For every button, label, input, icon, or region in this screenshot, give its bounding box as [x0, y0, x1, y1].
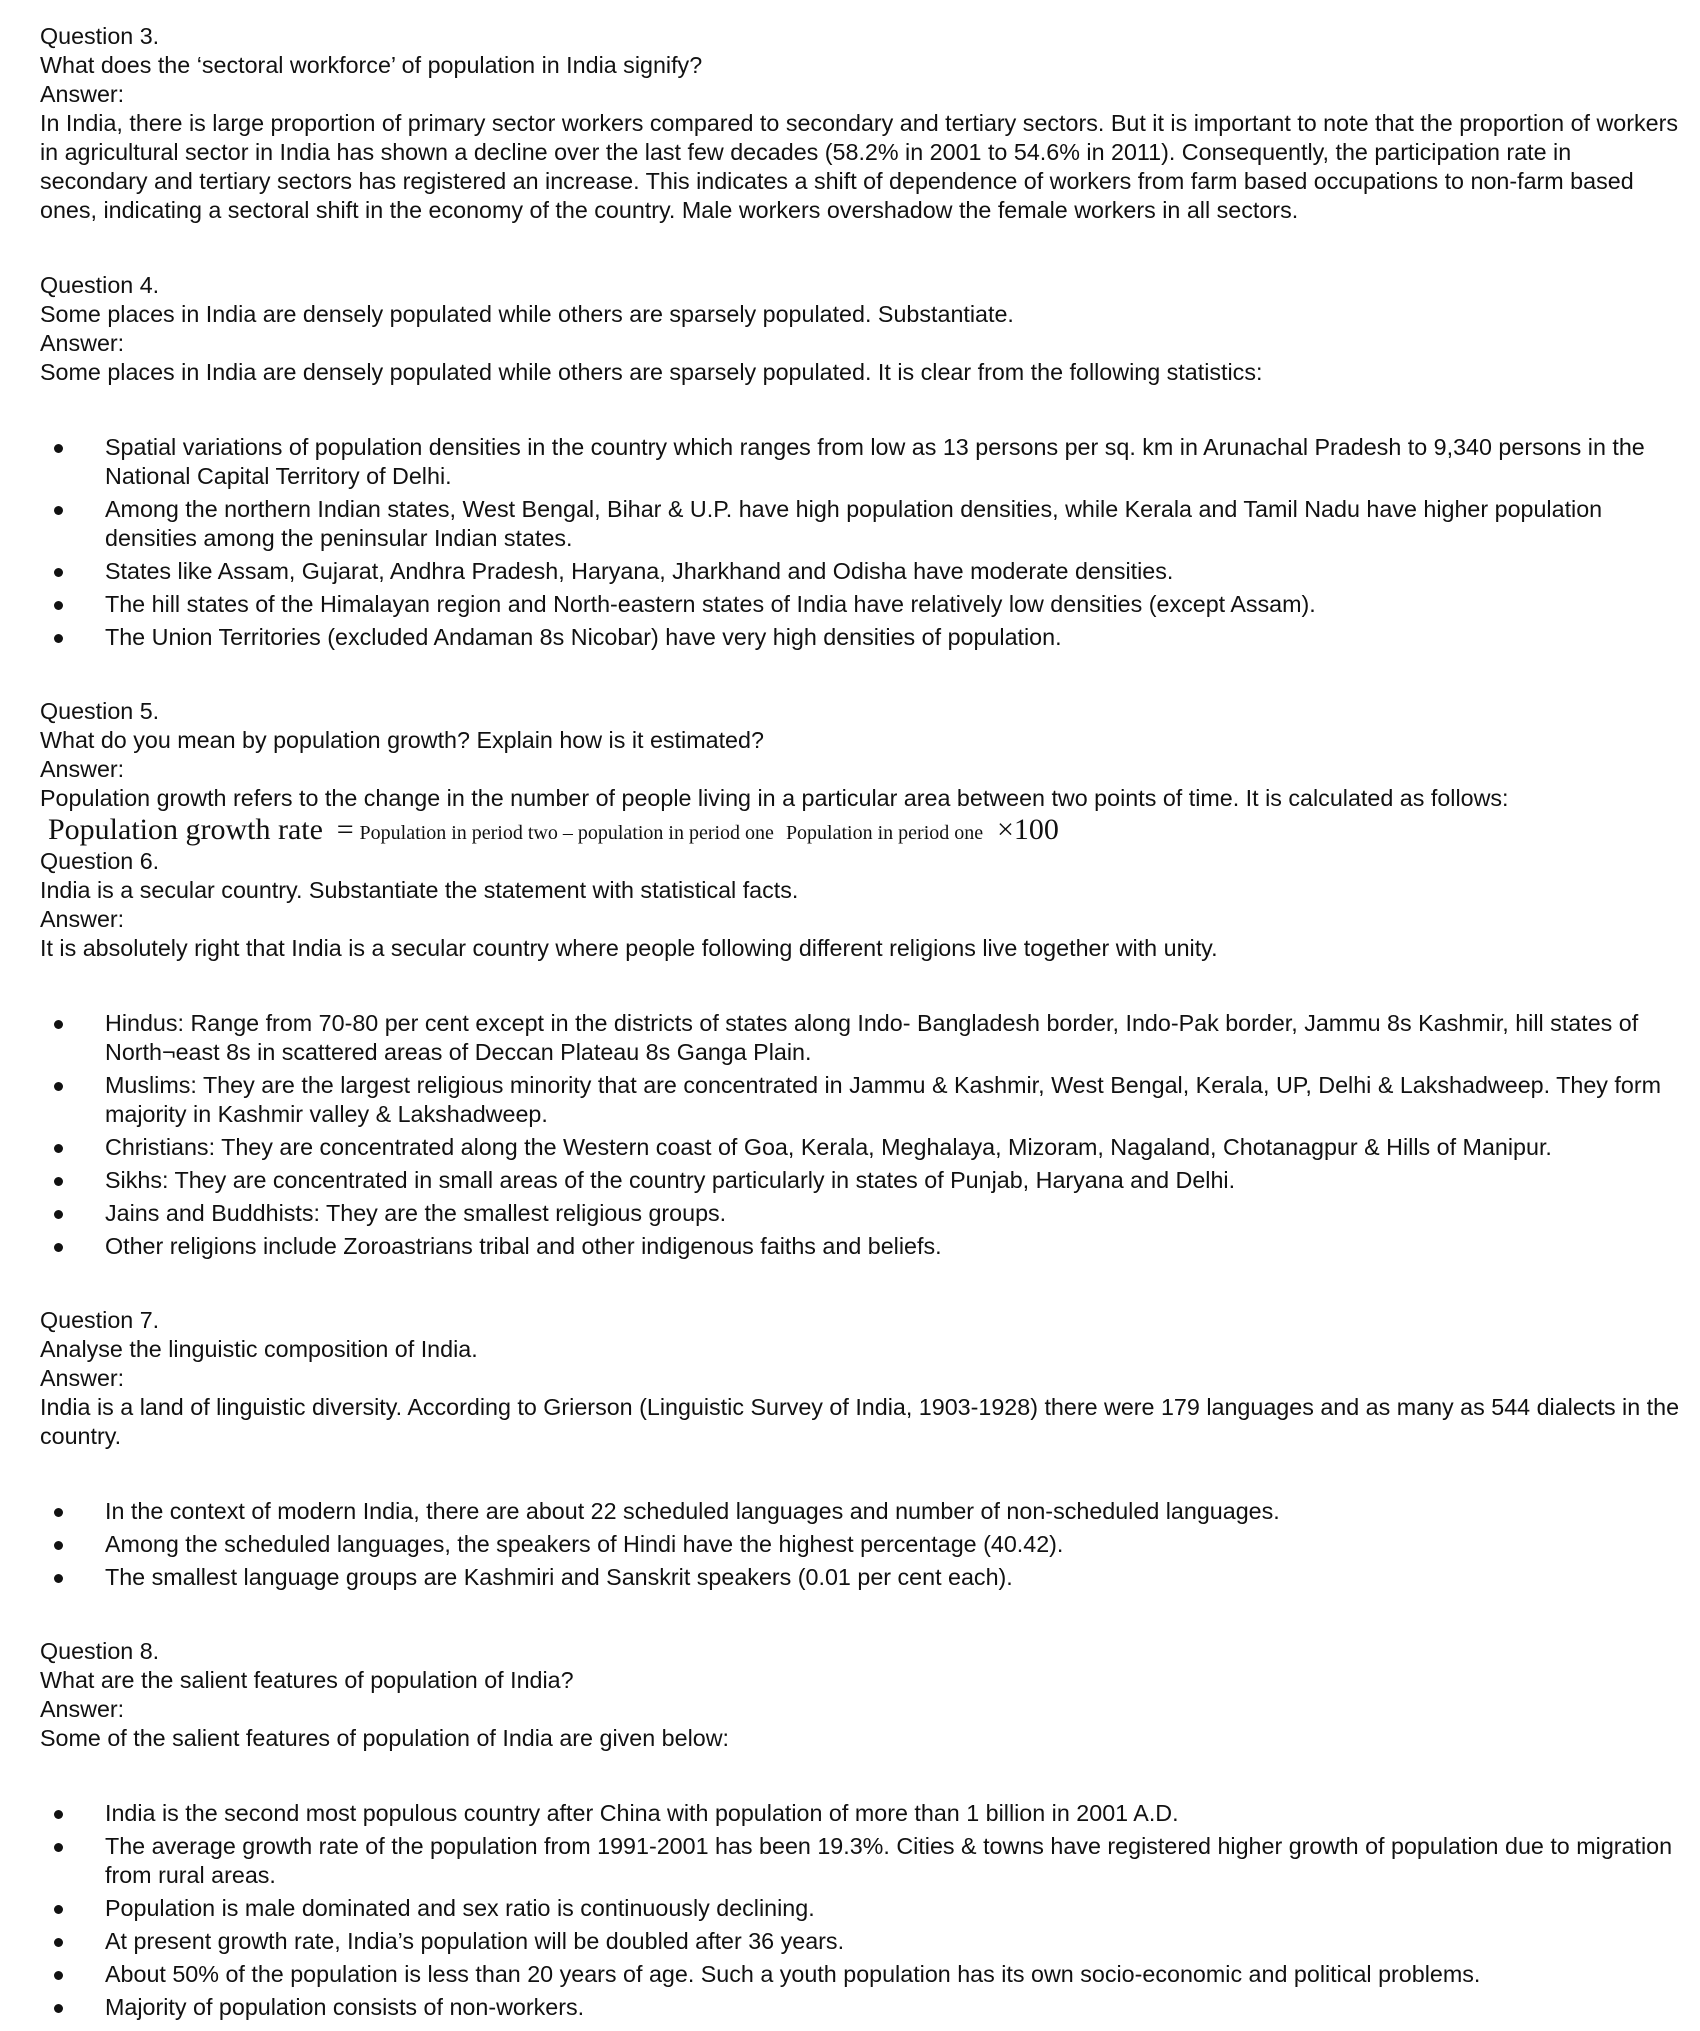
- bullet-icon: [54, 506, 63, 515]
- list-item-text: Spatial variations of population densities in the country which ranges from low as 13 persons per sq. km in Arunachal Pradesh to 9,340 persons in the National Capital Territory of Delhi.: [105, 434, 1645, 489]
- question-text: What are the salient features of population of India?: [40, 1667, 574, 1693]
- list-item-text: Other religions include Zoroastrians tribal and other indigenous faiths and beliefs.: [105, 1233, 942, 1259]
- growth-rate-formula: [40, 813, 1680, 847]
- bullet-icon: [54, 1905, 63, 1914]
- question-text: Analyse the linguistic composition of India.: [40, 1336, 478, 1362]
- question-6-section: [40, 847, 1680, 1261]
- bullet-icon: [54, 1810, 63, 1819]
- question-heading: Question 5.: [40, 698, 160, 724]
- question-7-section: [40, 1306, 1680, 1592]
- list-item-text: The hill states of the Himalayan region and North-eastern states of India have relatively low densities (except Assam).: [105, 591, 1316, 617]
- list-item: [40, 1232, 1680, 1261]
- bullet-icon: [54, 1177, 63, 1186]
- list-item: [40, 1530, 1680, 1559]
- answer-label: Answer:: [40, 906, 125, 932]
- answer-text: In India, there is large proportion of primary sector workers compared to secondary and tertiary sectors. But it is important to note that the proportion of workers in agricultural sector in India has shown a decline over the last few decades (58.2% in 2001 to 54.6% in 2011). Consequently, the participation rate in secondary and tertiary sectors has registered an increase. This indicates a shift of dependence of workers from farm based occupations to non-farm based ones, indicating a sectoral shift in the economy of the country. Male workers overshadow the female workers in all sectors.: [40, 110, 1679, 223]
- spacer: [40, 656, 1680, 697]
- question-heading: Question 6.: [40, 848, 160, 874]
- list-item: [40, 1166, 1680, 1195]
- question-text: What does the ‘sectoral workforce’ of population in India signify?: [40, 52, 703, 78]
- bullet-icon: [54, 1210, 63, 1219]
- bullet-icon: [54, 1243, 63, 1252]
- list-item-text: The smallest language groups are Kashmiri and Sanskrit speakers (0.01 per cent each).: [105, 1564, 1013, 1590]
- question-8-section: [40, 1637, 1680, 2022]
- bullet-icon: [54, 1541, 63, 1550]
- bullet-list: [40, 433, 1680, 652]
- question-text: Some places in India are densely populated while others are sparsely populated. Substantiate.: [40, 301, 1014, 327]
- document: [40, 22, 1680, 2026]
- list-item: [40, 1071, 1680, 1129]
- list-item-text: The average growth rate of the population from 1991-2001 has been 19.3%. Cities & towns have registered higher growth of population due to migration from rural areas.: [105, 1833, 1673, 1888]
- list-item: [40, 1199, 1680, 1228]
- answer-text: It is absolutely right that India is a secular country where people following different religions live together with unity.: [40, 935, 1218, 961]
- formula-denominator: Population in period one: [785, 822, 984, 844]
- list-item: [40, 623, 1680, 652]
- bullet-list: [40, 1497, 1680, 1592]
- list-item-text: India is the second most populous country after China with population of more than 1 billion in 2001 A.D.: [105, 1800, 1179, 1826]
- bullet-icon: [54, 568, 63, 577]
- list-item-text: Majority of population consists of non-workers.: [105, 1994, 585, 2020]
- list-item: [40, 1927, 1680, 1956]
- question-heading: Question 8.: [40, 1638, 160, 1664]
- list-item-text: Hindus: Range from 70-80 per cent except in the districts of states along Indo- Bangladesh border, Indo-Pak border, Jammu 8s Kashmir, hill states of North¬east 8s in scattered areas of Deccan Plateau 8s Ganga Plain.: [105, 1010, 1639, 1065]
- list-item: [40, 1563, 1680, 1592]
- question-text: India is a secular country. Substantiate the statement with statistical facts.: [40, 877, 799, 903]
- question-heading: Question 7.: [40, 1307, 160, 1333]
- question-heading: Question 3.: [40, 23, 160, 49]
- list-item: [40, 557, 1680, 586]
- bullet-icon: [54, 444, 63, 453]
- list-item-text: Muslims: They are the largest religious minority that are concentrated in Jammu & Kashmir, West Bengal, Kerala, UP, Delhi & Lakshadweep. They form majority in Kashmir valley & Lakshadweep.: [105, 1072, 1661, 1127]
- spacer: [40, 963, 1680, 1009]
- list-item: [40, 1009, 1680, 1067]
- spacer: [40, 387, 1680, 433]
- bullet-icon: [54, 1144, 63, 1153]
- list-item: [40, 1133, 1680, 1162]
- bullet-icon: [54, 1082, 63, 1091]
- spacer: [40, 1596, 1680, 1637]
- list-item: [40, 1497, 1680, 1526]
- list-item: [40, 495, 1680, 553]
- list-item-text: Christians: They are concentrated along the Western coast of Goa, Kerala, Meghalaya, Mizoram, Nagaland, Chotanagpur & Hills of Manipur.: [105, 1134, 1552, 1160]
- list-item-text: The Union Territories (excluded Andaman 8s Nicobar) have very high densities of population.: [105, 624, 1062, 650]
- formula-numerator: Population in period two – population in period one: [359, 822, 774, 844]
- spacer: [40, 225, 1680, 271]
- list-item: [40, 590, 1680, 619]
- bullet-icon: [54, 1508, 63, 1517]
- bullet-icon: [54, 634, 63, 643]
- bullet-icon: [54, 2004, 63, 2013]
- bullet-icon: [54, 1938, 63, 1947]
- list-item-text: Among the scheduled languages, the speakers of Hindi have the highest percentage (40.42).: [105, 1531, 1064, 1557]
- list-item: [40, 1993, 1680, 2022]
- answer-text: Some of the salient features of population of India are given below:: [40, 1725, 729, 1751]
- spacer: [40, 1753, 1680, 1799]
- list-item: [40, 433, 1680, 491]
- bullet-icon: [54, 1020, 63, 1029]
- list-item: [40, 1894, 1680, 1923]
- question-text: What do you mean by population growth? Explain how is it estimated?: [40, 727, 764, 753]
- bullet-icon: [54, 1843, 63, 1852]
- question-3-section: [40, 22, 1680, 225]
- bullet-icon: [54, 1971, 63, 1980]
- answer-label: Answer:: [40, 1365, 125, 1391]
- list-item-text: At present growth rate, India’s population will be doubled after 36 years.: [105, 1928, 845, 1954]
- answer-label: Answer:: [40, 1696, 125, 1722]
- list-item: [40, 1799, 1680, 1828]
- list-item: [40, 1960, 1680, 1989]
- list-item-text: Population is male dominated and sex ratio is continuously declining.: [105, 1895, 815, 1921]
- spacer: [40, 1265, 1680, 1306]
- formula-equals: =: [336, 813, 354, 846]
- bullet-icon: [54, 601, 63, 610]
- answer-text: Some places in India are densely populated while others are sparsely populated. It is clear from the following statistics:: [40, 359, 1263, 385]
- list-item-text: Jains and Buddhists: They are the smallest religious groups.: [105, 1200, 727, 1226]
- question-heading: Question 4.: [40, 272, 160, 298]
- bullet-icon: [54, 1574, 63, 1583]
- list-item-text: In the context of modern India, there are about 22 scheduled languages and number of non-scheduled languages.: [105, 1498, 1280, 1524]
- list-item-text: Among the northern Indian states, West Bengal, Bihar & U.P. have high population densities, while Kerala and Tamil Nadu have higher population densities among the peninsular Indian states.: [105, 496, 1603, 551]
- spacer: [40, 1451, 1680, 1497]
- formula-lhs: Population growth rate: [48, 813, 323, 846]
- bullet-list: [40, 1799, 1680, 2022]
- list-item-text: About 50% of the population is less than 20 years of age. Such a youth population has its own socio-economic and political problems.: [105, 1961, 1481, 1987]
- answer-label: Answer:: [40, 81, 125, 107]
- answer-text: Population growth refers to the change in the number of people living in a particular area between two points of time. It is calculated as follows:: [40, 785, 1509, 811]
- answer-label: Answer:: [40, 756, 125, 782]
- answer-text: India is a land of linguistic diversity. According to Grierson (Linguistic Survey of India, 1903-1928) there were 179 languages and as many as 544 dialects in the country.: [40, 1394, 1680, 1449]
- list-item-text: States like Assam, Gujarat, Andhra Pradesh, Haryana, Jharkhand and Odisha have moderate densities.: [105, 558, 1174, 584]
- bullet-list: [40, 1009, 1680, 1261]
- answer-label: Answer:: [40, 330, 125, 356]
- question-4-section: [40, 271, 1680, 652]
- list-item: [40, 1832, 1680, 1890]
- list-item-text: Sikhs: They are concentrated in small areas of the country particularly in states of Punjab, Haryana and Delhi.: [105, 1167, 1236, 1193]
- formula-multiplier: ×100: [996, 813, 1059, 846]
- question-5-section: [40, 697, 1680, 847]
